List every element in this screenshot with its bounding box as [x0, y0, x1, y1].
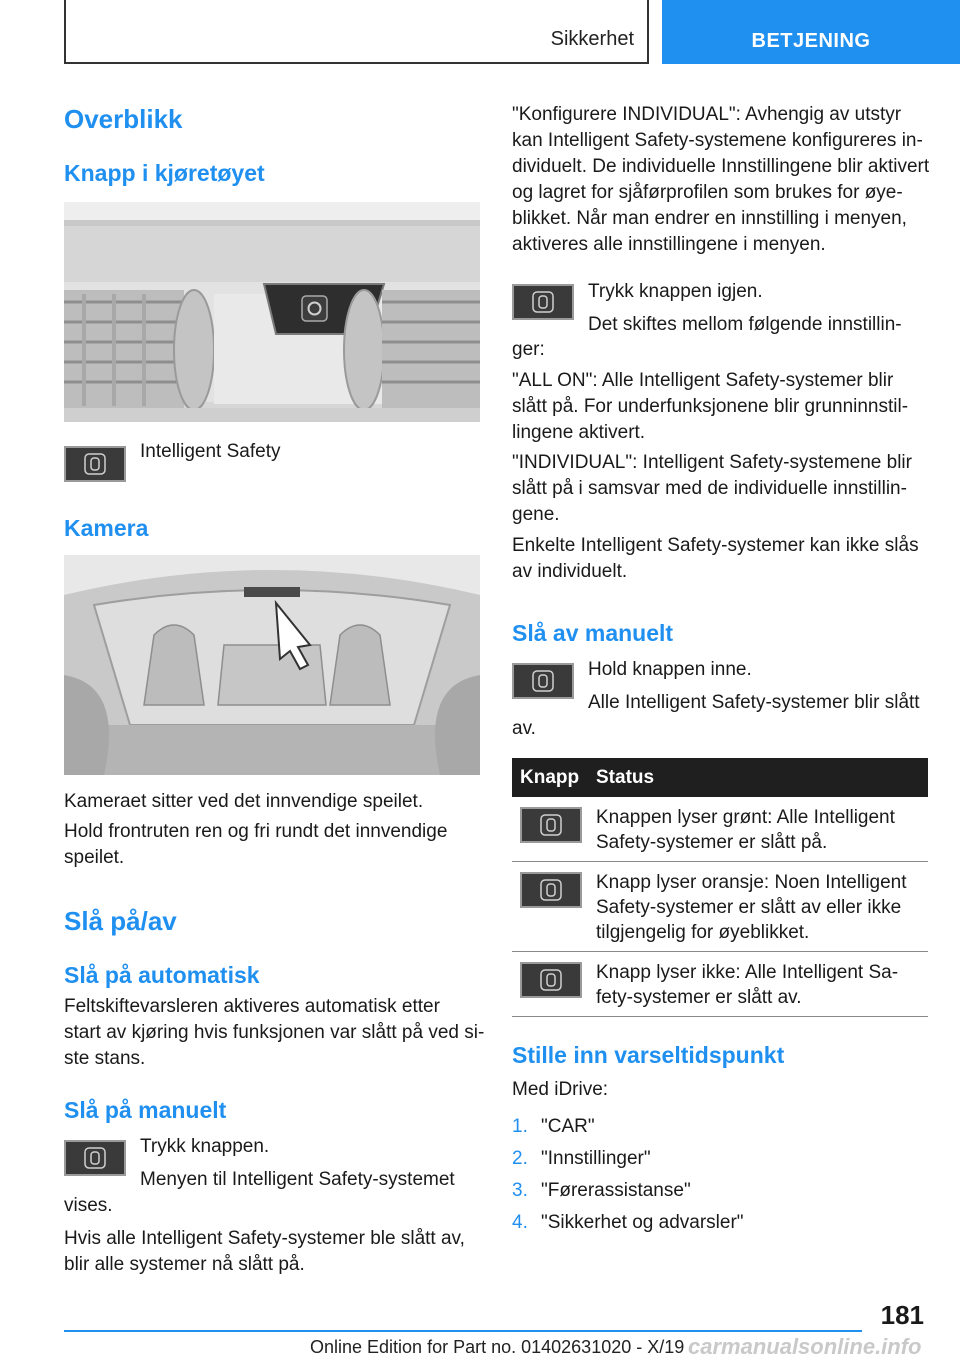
single-systems-paragraph	[512, 533, 919, 585]
heading-manual-on: Slå på manuelt	[64, 1097, 227, 1123]
car-interior-illustration	[64, 555, 480, 775]
manual-step-menu: Menyen til Intelligent Safety-systemet	[140, 1169, 455, 1190]
status-table	[512, 758, 928, 1017]
heading-button-in-vehicle: Knapp i kjøretøyet	[64, 160, 265, 186]
text-line: Enkelte Intelligent Safety-systemer kan ikke slås	[512, 535, 919, 556]
button-orange-icon	[520, 872, 582, 908]
text-line: "Konfigurere INDIVIDUAL": Avhengig av utstyr	[512, 104, 902, 125]
again-step-press: Trykk knappen igjen.	[588, 281, 763, 302]
auto-paragraph	[64, 994, 484, 1072]
text-line: Hvis alle Intelligent Safety-systemer ble slått av,	[64, 1228, 465, 1249]
text-line: lingene aktivert.	[512, 422, 646, 443]
text-line: Hold frontruten ren og fri rundt det innvendige	[64, 821, 448, 842]
again-step-switch-cont: ger:	[512, 339, 545, 360]
button-caption: Intelligent Safety	[140, 441, 281, 462]
step-number: 4.	[512, 1212, 528, 1233]
manual-paragraph	[64, 1226, 465, 1278]
status-text	[596, 870, 928, 945]
column-header-button: Knapp	[520, 767, 580, 788]
off-step-result-cont: av.	[512, 718, 536, 739]
text-line: aktiveres alle innstillingene i menyen.	[512, 234, 826, 255]
text-line: Knapp lyser ikke: Alle Intelligent Sa-	[596, 962, 899, 983]
manual-step-press: Trykk knappen.	[140, 1136, 270, 1157]
list-item[interactable]	[512, 1116, 912, 1148]
camera-paragraph-2	[64, 819, 447, 871]
step-text: "Innstillinger"	[541, 1148, 651, 1169]
text-line: dividuelt. De individuelle Innstillingene blir aktivert	[512, 156, 930, 177]
text-line: Knapp lyser oransje: Noen Intelligent	[596, 872, 907, 893]
chapter-tab[interactable]	[662, 0, 960, 64]
heading-warning-time: Stille inn varseltidspunkt	[512, 1042, 785, 1068]
table-header	[512, 758, 928, 797]
camera-location-image	[64, 555, 480, 775]
column-header-status: Status	[596, 767, 655, 788]
button-icon	[512, 663, 574, 699]
text-line: "INDIVIDUAL": Intelligent Safety-systemene blir	[512, 452, 912, 473]
heading-auto-on: Slå på automatisk	[64, 962, 260, 988]
table-row	[512, 797, 928, 862]
step-text: "CAR"	[541, 1116, 595, 1137]
button-green-icon	[520, 807, 582, 843]
table-row	[512, 862, 928, 952]
button-icon	[64, 1140, 126, 1176]
step-number: 3.	[512, 1180, 528, 1201]
list-item[interactable]	[512, 1212, 912, 1244]
text-line: fety-systemer er slått av.	[596, 987, 802, 1008]
heading-manual-off: Slå av manuelt	[512, 620, 674, 646]
manual-step-menu-cont: vises.	[64, 1195, 113, 1216]
all-on-paragraph	[512, 368, 908, 446]
text-line: "ALL ON": Alle Intelligent Safety-systemer blir	[512, 370, 894, 391]
text-line: Feltskiftevarsleren aktiveres automatisk etter	[64, 996, 440, 1017]
text-line: slått på. For underfunksjonene blir grunninnstil-	[512, 396, 909, 417]
status-text	[596, 960, 928, 1010]
idrive-intro: Med iDrive:	[512, 1079, 609, 1100]
step-text: "Førerassistanse"	[541, 1180, 691, 1201]
text-line: ste stans.	[64, 1048, 146, 1069]
text-line: slått på i samsvar med de individuelle innstillin-	[512, 478, 907, 499]
step-number: 2.	[512, 1148, 528, 1169]
text-line: start av kjøring hvis funksjonen var slått på ved si-	[64, 1022, 485, 1043]
heading-on-off: Slå på/av	[64, 906, 177, 936]
edition-text: Online Edition for Part no. 01402631020 - X/19	[310, 1337, 685, 1357]
individual-paragraph	[512, 450, 912, 528]
text-line: blir alle systemer nå slått på.	[64, 1254, 305, 1275]
text-line: speilet.	[64, 847, 125, 868]
again-step-switch: Det skiftes mellom følgende innstillin-	[588, 314, 902, 335]
heading-camera: Kamera	[64, 515, 149, 541]
list-item[interactable]	[512, 1148, 912, 1180]
text-line: av individuelt.	[512, 561, 628, 582]
step-number: 1.	[512, 1116, 528, 1137]
text-line: blikket. Når man endrer en innstilling i menyen,	[512, 208, 907, 229]
dashboard-button-image	[64, 202, 480, 422]
section-title: Sikkerhet	[550, 28, 634, 50]
text-line: kan Intelligent Safety-systemene konfigureres in-	[512, 130, 923, 151]
text-line: og lagret for sjåførprofilen som brukes for øye-	[512, 182, 903, 203]
text-line: tilgjengelig for øyeblikket.	[596, 922, 810, 943]
off-step-hold: Hold knappen inne.	[588, 659, 752, 680]
configure-paragraph	[512, 102, 929, 258]
intelligent-safety-button-icon	[64, 446, 126, 482]
status-text	[596, 805, 928, 855]
footer-divider	[64, 1330, 862, 1332]
page-title: Overblikk	[64, 104, 183, 134]
button-icon	[512, 284, 574, 320]
text-line: Safety-systemer er slått av eller ikke	[596, 897, 902, 918]
text-line: Knappen lyser grønt: Alle Intelligent	[596, 807, 895, 828]
chapter-tab-label: BETJENING	[751, 30, 871, 52]
dashboard-illustration	[64, 202, 480, 422]
page-number: 181	[880, 1300, 924, 1330]
watermark: carmanualsonline.info	[688, 1334, 922, 1359]
list-item[interactable]	[512, 1180, 912, 1212]
step-text: "Sikkerhet og advarsler"	[541, 1212, 744, 1233]
table-row	[512, 952, 928, 1017]
text-line: Safety-systemer er slått på.	[596, 832, 828, 853]
button-off-icon	[520, 962, 582, 998]
idrive-steps	[512, 1116, 912, 1244]
text-line: gene.	[512, 504, 560, 525]
camera-paragraph-1: Kameraet sitter ved det innvendige speilet.	[64, 791, 424, 812]
off-step-result: Alle Intelligent Safety-systemer blir slått	[588, 692, 920, 713]
